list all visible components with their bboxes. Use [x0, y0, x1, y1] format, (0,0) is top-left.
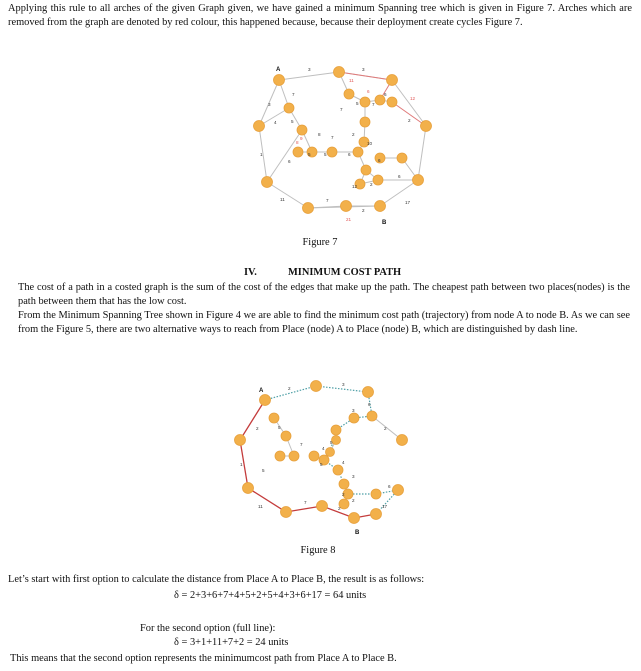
figure-7-caption: Figure 7 [302, 237, 338, 248]
node-a-label: A [259, 388, 264, 394]
svg-text:6: 6 [368, 402, 371, 407]
svg-text:8: 8 [318, 132, 321, 137]
svg-text:8: 8 [296, 140, 299, 145]
mst-paragraph: From the Minimum Spanning Tree shown in Figure 4 we are able to find the minimum cost path (trajectory) from node A to node B. As we can see from the Figure 5, there are two alternative ways to reach from Place (node) A to Place (node) B, which are distinguished by dash line. [18, 310, 630, 335]
svg-text:3: 3 [342, 382, 345, 387]
svg-text:2: 2 [362, 208, 365, 213]
graph-nodes [254, 67, 432, 214]
conclusion-paragraph: This means that the second option represents the minimumcost path from Place A to Place B. [10, 653, 397, 664]
svg-text:2: 2 [370, 182, 373, 187]
svg-text:2: 2 [338, 506, 341, 511]
svg-text:5: 5 [262, 468, 265, 473]
equation-first-option: δ = 2+3+6+7+4+5+2+5+4+3+6+17 = 64 units [174, 590, 367, 601]
svg-text:5: 5 [291, 119, 294, 124]
svg-text:5: 5 [308, 152, 311, 157]
svg-text:6: 6 [398, 174, 401, 179]
figure-8-caption: Figure 8 [300, 545, 336, 556]
svg-text:4: 4 [342, 460, 345, 465]
svg-text:2: 2 [256, 426, 259, 431]
figure-8-graph [218, 372, 418, 542]
svg-text:3: 3 [308, 67, 311, 72]
node-b-label: B [382, 220, 387, 226]
svg-text:7: 7 [372, 102, 375, 107]
svg-text:2: 2 [352, 498, 355, 503]
svg-text:3: 3 [352, 474, 355, 479]
edge-labels [260, 67, 416, 222]
svg-text:5: 5 [278, 425, 281, 430]
svg-text:7: 7 [331, 135, 334, 140]
svg-text:7: 7 [326, 198, 329, 203]
svg-text:17: 17 [382, 504, 388, 509]
svg-text:17: 17 [405, 200, 411, 205]
svg-text:5: 5 [320, 462, 323, 467]
graph-nodes [235, 381, 408, 524]
intro-paragraph: Applying this rule to all arches of the given Graph given, we have gained a minimum Spanning tree which is given in Figure 7. Arches which are removed from the graph are denoted by red colour, this happened because, because their deployment create cycles Figure 7. [8, 3, 632, 28]
svg-text:6: 6 [367, 89, 370, 94]
svg-text:6: 6 [288, 159, 291, 164]
svg-text:4: 4 [322, 446, 325, 451]
section-number: IV. [244, 267, 257, 278]
svg-text:7: 7 [304, 500, 307, 505]
svg-text:12: 12 [410, 96, 416, 101]
node-a-label: A [276, 67, 281, 73]
svg-text:2: 2 [384, 426, 387, 431]
svg-text:12: 12 [352, 184, 358, 189]
cost-paragraph: The cost of a path in a costed graph is the sum of the cost of the edges that make up the path. The cheapest path between two places(nodes) is the path between them that has the low cost. [18, 282, 630, 307]
svg-text:4: 4 [274, 120, 277, 125]
graph-edges [259, 72, 426, 208]
svg-text:21: 21 [346, 217, 352, 222]
svg-text:5: 5 [356, 101, 359, 106]
svg-text:11: 11 [258, 504, 263, 509]
equation-second-option: δ = 3+1+11+7+2 = 24 units [174, 637, 289, 648]
node-b-label: B [355, 530, 360, 536]
svg-text:6: 6 [348, 152, 351, 157]
svg-text:3: 3 [268, 102, 271, 107]
svg-text:2: 2 [342, 492, 345, 497]
svg-text:1: 1 [260, 152, 263, 157]
svg-text:3: 3 [352, 408, 355, 413]
svg-text:6: 6 [378, 158, 381, 163]
svg-text:2: 2 [288, 386, 291, 391]
svg-text:6: 6 [384, 92, 387, 97]
svg-text:7: 7 [300, 442, 303, 447]
svg-text:6: 6 [388, 484, 391, 489]
svg-text:2: 2 [352, 132, 355, 137]
svg-text:7: 7 [292, 92, 295, 97]
second-option-paragraph: For the second option (full line): [140, 623, 276, 634]
figure-7-graph [232, 60, 447, 240]
svg-text:10: 10 [367, 141, 373, 146]
svg-text:9: 9 [300, 136, 303, 141]
svg-text:5: 5 [324, 152, 327, 157]
svg-text:1: 1 [240, 462, 243, 467]
first-option-paragraph: Let’s start with first option to calculate the distance from Place A to Place B, the result is as follows: [8, 574, 425, 585]
svg-text:3: 3 [362, 67, 365, 72]
section-title: MINIMUM COST PATH [288, 267, 402, 278]
svg-text:11: 11 [349, 78, 354, 83]
svg-text:7: 7 [340, 107, 343, 112]
svg-text:11: 11 [280, 197, 285, 202]
svg-text:5: 5 [330, 440, 333, 445]
svg-text:2: 2 [408, 118, 411, 123]
